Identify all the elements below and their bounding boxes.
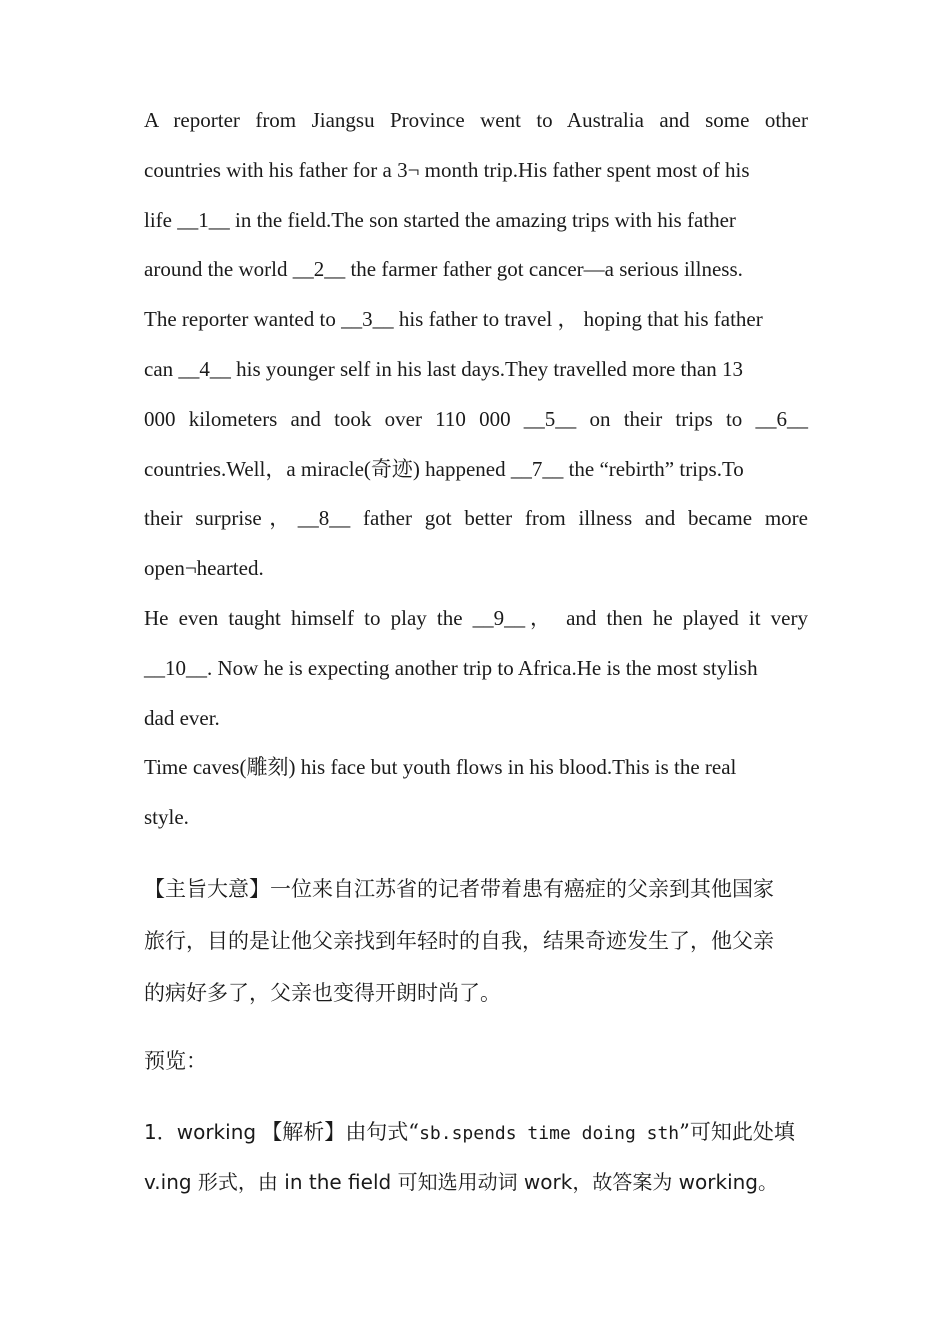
passage-line: dad ever. (144, 705, 220, 730)
passage-line: style. (144, 805, 189, 830)
summary-line: 的病好多了，父亲也变得开朗时尚了。 (144, 980, 501, 1005)
passage-line: countries.Well，a miracle(奇迹) happened __7__ the “rebirth” trips.To (144, 456, 744, 481)
passage (144, 96, 808, 843)
answer-text: 由句式“ (345, 1119, 420, 1144)
passage-line: The reporter wanted to __3__ his father to travel ， hoping that his father (144, 307, 763, 332)
analysis-tag: 【解析】 (261, 1119, 346, 1144)
passage-line: Time caves(雕刻) his face but youth flows in his blood.This is the real (144, 755, 737, 780)
passage-line: A reporter from Jiangsu Province went to Australia and some other (144, 108, 808, 132)
answer-word: working (176, 1119, 257, 1144)
summary-line: 旅行，目的是让他父亲找到年轻时的自我，结果奇迹发生了，他父亲 (144, 928, 774, 953)
passage-line: open¬hearted. (144, 556, 264, 581)
passage-line: __10__. Now he is expecting another trip to Africa.He is the most stylish (144, 655, 758, 680)
answer-text: ”可知此处填 (679, 1119, 795, 1144)
answer-item (144, 1107, 808, 1207)
passage-line: 000 kilometers and took over 110 000 __5__ on their trips to __6__ (144, 406, 808, 431)
passage-line: countries with his father for a 3¬ month trip.His father spent most of his (144, 157, 750, 182)
passage-line: their surprise，__8__ father got better from illness and became more (144, 506, 808, 531)
document-page (144, 96, 808, 1207)
preview-label: 预览： (144, 1048, 207, 1073)
answer-number: 1． (144, 1119, 177, 1144)
passage-line: He even taught himself to play the __9__， and then he played it very (144, 605, 808, 630)
sentence-pattern: sb.spends time doing sth (419, 1122, 680, 1144)
summary-line: 【主旨大意】一位来自江苏省的记者带着患有癌症的父亲到其他国家 (144, 876, 774, 901)
passage-line: can __4__ his younger self in his last days.They travelled more than 13 (144, 356, 743, 381)
answer-explanation: v.ing 形式，由 in the field 可知选用动词 work，故答案为 working。 (144, 1169, 779, 1194)
passage-line: life __1__ in the field.The son started the amazing trips with his father (144, 207, 736, 232)
passage-line: around the world __2__ the farmer father got cancer—a serious illness. (144, 257, 743, 282)
summary (144, 863, 808, 1019)
